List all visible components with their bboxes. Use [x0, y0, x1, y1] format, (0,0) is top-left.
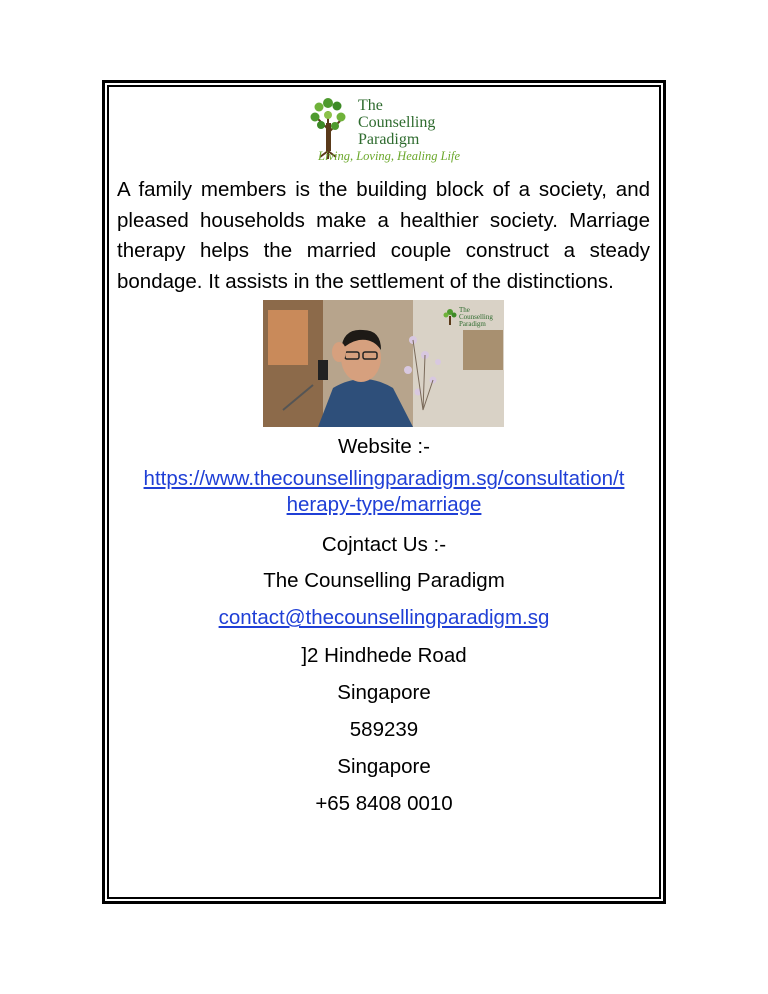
contact-name: The Counselling Paradigm — [263, 569, 505, 592]
counsellor-photo — [263, 300, 504, 427]
contact-address: ]2 Hindhede Road — [301, 644, 467, 667]
logo-tagline: Living, Loving, Healing Life — [318, 149, 461, 163]
photo-logo-line-3: Paradigm — [459, 320, 486, 328]
contact-email[interactable]: contact@thecounsellingparadigm.sg — [218, 606, 550, 629]
website-url-line-1[interactable]: https://www.thecounsellingparadigm.sg/consultation/t — [143, 467, 625, 490]
photo-logo-text — [459, 307, 493, 328]
photo-logo-icon — [443, 308, 457, 326]
contact-country: Singapore — [337, 755, 431, 778]
logo-line-2: Counselling — [358, 114, 436, 131]
website-url-line-2[interactable]: herapy-type/marriage — [286, 493, 482, 516]
contact-label: Cojntact Us :- — [321, 533, 447, 556]
contact-postal: 589239 — [349, 718, 419, 741]
intro-paragraph: A family members is the building block of a society, and pleased households make a healthier society. Marriage therapy helps the married couple construct a steady bondage. It assists in the settlement of the distinctions. — [117, 178, 650, 293]
photo-logo-line-1: The — [459, 306, 470, 314]
logo-name — [358, 97, 435, 148]
logo-line-3: Paradigm — [358, 131, 420, 148]
photo-logo-line-2: Counselling — [459, 313, 493, 321]
website-url[interactable] — [110, 467, 658, 517]
website-label: Website :- — [338, 435, 430, 458]
logo-line-1: The — [358, 97, 383, 114]
contact-city: Singapore — [337, 681, 431, 704]
contact-phone: +65 8408 0010 — [315, 792, 453, 815]
